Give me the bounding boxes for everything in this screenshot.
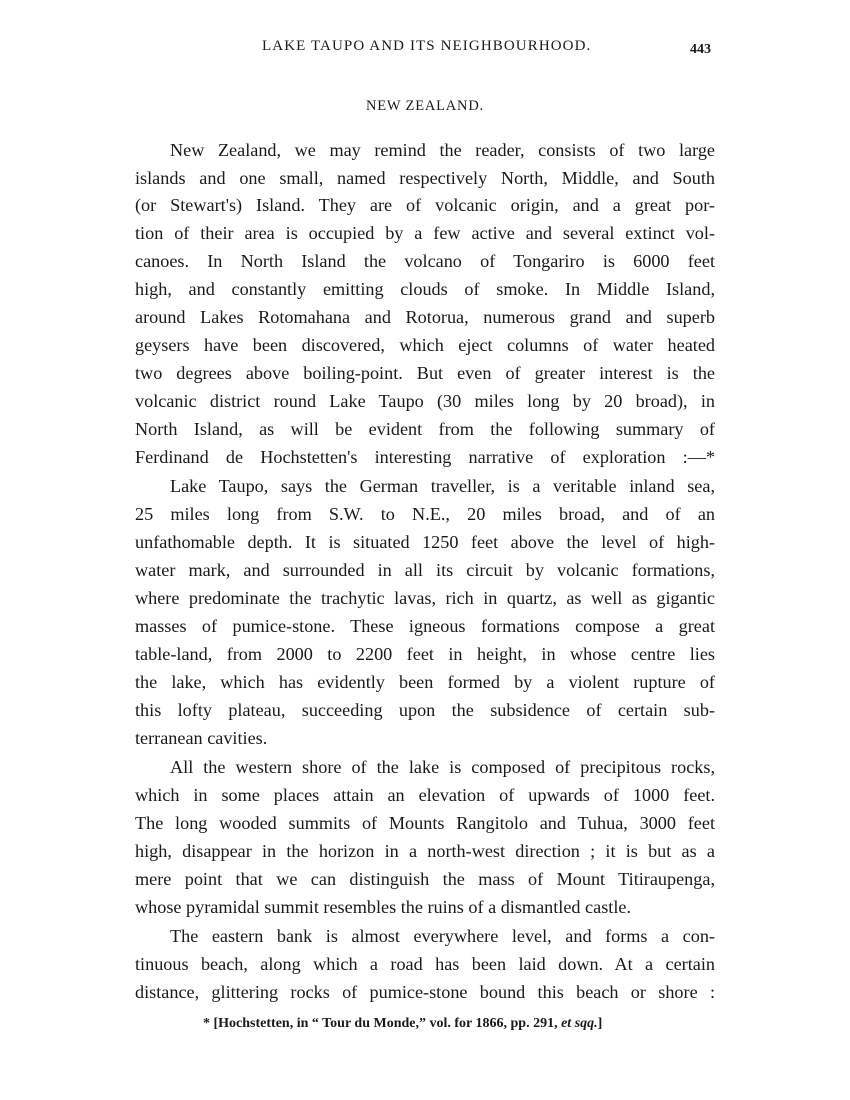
footnote-end: ] xyxy=(597,1016,603,1031)
text-line: which in some places attain an elevation of upwards of 1000 feet. xyxy=(135,785,715,805)
text-line: Ferdinand de Hochstetten's interesting narrative of exploration :—* xyxy=(135,447,715,467)
running-title: LAKE TAUPO AND ITS NEIGHBOURHOOD. xyxy=(262,38,592,54)
text-line: geysers have been discovered, which eject columns of water heated xyxy=(135,335,715,355)
text-line: Lake Taupo, says the German traveller, is a veritable inland sea, xyxy=(170,476,715,496)
text-line: tion of their area is occupied by a few active and several extinct vol- xyxy=(135,223,715,243)
footnote xyxy=(203,1016,602,1032)
text-line: 25 miles long from S.W. to N.E., 20 miles broad, and of an xyxy=(135,504,715,524)
text-line: high, and constantly emitting clouds of smoke. In Middle Island, xyxy=(135,279,715,299)
text-line: All the western shore of the lake is composed of precipitous rocks, xyxy=(170,757,715,777)
text-line: whose pyramidal summit resembles the ruins of a dismantled castle. xyxy=(135,897,632,917)
text-line: New Zealand, we may remind the reader, consists of two large xyxy=(170,140,715,160)
text-line: North Island, as will be evident from the following summary of xyxy=(135,419,715,439)
text-line: The long wooded summits of Mounts Rangitolo and Tuhua, 3000 feet xyxy=(135,813,715,833)
text-line: this lofty plateau, succeeding upon the subsidence of certain sub- xyxy=(135,700,715,720)
text-line: high, disappear in the horizon in a north-west direction ; it is but as a xyxy=(135,841,715,861)
text-line: unfathomable depth. It is situated 1250 feet above the level of high- xyxy=(135,532,715,552)
footnote-italic: et sqq. xyxy=(561,1016,598,1031)
footnote-text: * [Hochstetten, in “ Tour du Monde,” vol. for 1866, pp. 291, xyxy=(203,1016,558,1031)
text-line: two degrees above boiling-point. But even of greater interest is the xyxy=(135,363,715,383)
text-line: the lake, which has evidently been formed by a violent rupture of xyxy=(135,672,715,692)
text-line: terranean cavities. xyxy=(135,728,268,748)
text-line: The eastern bank is almost everywhere level, and forms a con- xyxy=(170,926,715,946)
text-line: tinuous beach, along which a road has been laid down. At a certain xyxy=(135,954,715,974)
text-line: table-land, from 2000 to 2200 feet in height, in whose centre lies xyxy=(135,644,715,664)
text-line: mere point that we can distinguish the mass of Mount Titiraupenga, xyxy=(135,869,715,889)
text-line: volcanic district round Lake Taupo (30 miles long by 20 broad), in xyxy=(135,391,715,411)
text-line: masses of pumice-stone. These igneous formations compose a great xyxy=(135,616,715,636)
text-line: where predominate the trachytic lavas, rich in quartz, as well as gigantic xyxy=(135,588,715,608)
text-line: around Lakes Rotomahana and Rotorua, numerous grand and superb xyxy=(135,307,715,327)
section-heading: NEW ZEALAND. xyxy=(365,98,485,114)
text-line: islands and one small, named respectively North, Middle, and South xyxy=(135,168,715,188)
page-number: 443 xyxy=(690,42,711,57)
text-line: water mark, and surrounded in all its circuit by volcanic formations, xyxy=(135,560,715,580)
running-head xyxy=(0,38,850,62)
text-line: (or Stewart's) Island. They are of volcanic origin, and a great por- xyxy=(135,195,715,215)
text-line: canoes. In North Island the volcano of Tongariro is 6000 feet xyxy=(135,251,715,271)
text-line: distance, glittering rocks of pumice-stone bound this beach or shore : xyxy=(135,982,715,1002)
